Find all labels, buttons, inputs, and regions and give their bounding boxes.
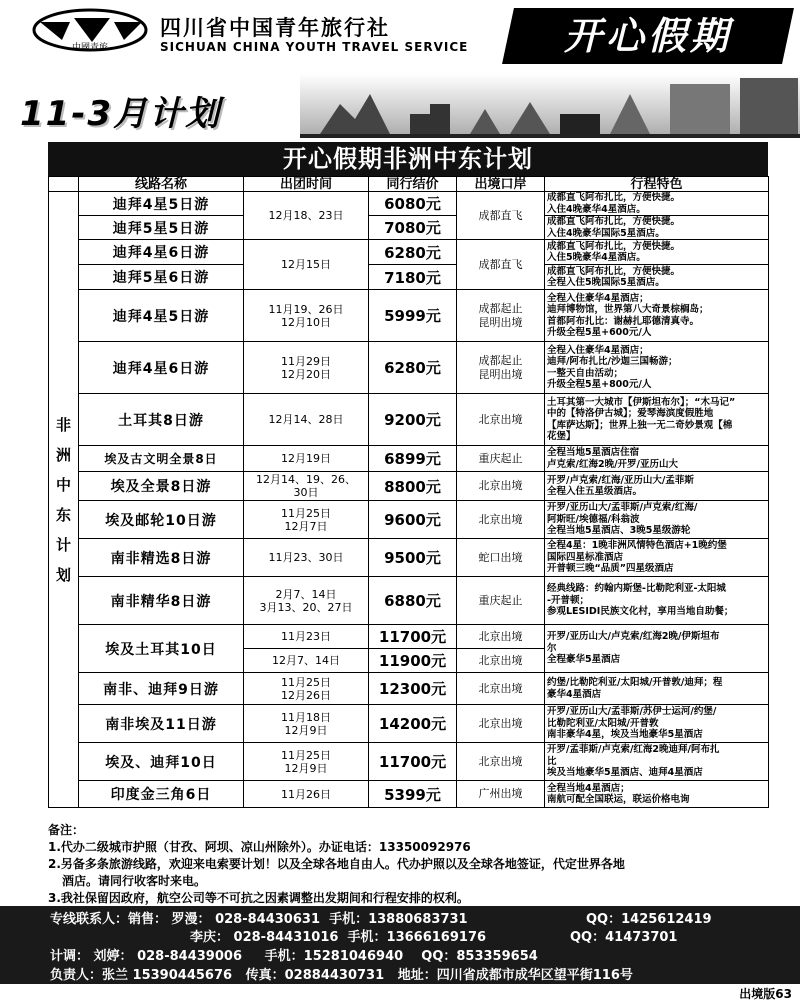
route-name: 埃及古文明全景8日 — [79, 446, 244, 472]
route-name: 迪拜5星5日游 — [79, 216, 244, 240]
features: 成都直飞阿布扎比，方便快捷。 入住4晚豪华国际5星酒店。 — [545, 216, 769, 240]
note-item: 酒店。请同行收客时来电。 — [62, 874, 207, 888]
table-row — [49, 539, 769, 577]
logo-text: 中國青旅 — [71, 43, 109, 53]
departure-port: 重庆起止 — [457, 577, 545, 625]
departure-port: 北京出境 — [457, 673, 545, 705]
table-row — [49, 216, 769, 240]
table-row — [49, 342, 769, 394]
price: 5999元 — [369, 290, 457, 342]
departure-dates: 11月19、26日 12月10日 — [244, 290, 369, 342]
features: 约堡/比勒陀利亚/太阳城/开普敦/迪拜；程 豪华4星酒店 — [545, 673, 769, 705]
departure-dates: 12月7、14日 — [244, 649, 369, 673]
route-name: 土耳其8日游 — [79, 394, 244, 446]
route-name: 印度金三角6日 — [79, 781, 244, 808]
features: 开罗/孟菲斯/卢克索/红海2晚迪拜/阿布扎 比 埃及当地豪华5星酒店、迪拜4星酒店 — [545, 743, 769, 781]
col-route: 线路名称 — [79, 177, 244, 192]
price: 9500元 — [369, 539, 457, 577]
header — [0, 0, 800, 68]
price: 11700元 — [369, 625, 457, 649]
features: 土耳其第一大城市【伊斯坦布尔】；“木马记” 中的【特洛伊古城】；爱琴海滨度假胜地 【库萨达斯】；世界上独一无二奇妙景观【棉 花堡】 — [545, 394, 769, 446]
notes — [48, 822, 768, 907]
departure-port: 重庆起止 — [457, 446, 545, 472]
departure-port: 广州出境 — [457, 781, 545, 808]
table-row — [49, 472, 769, 501]
departure-dates: 12月19日 — [244, 446, 369, 472]
features: 开罗/卢克索/红海/亚历山大/孟菲斯 全程入住五星级酒店。 — [545, 472, 769, 501]
table-row — [49, 240, 769, 265]
price: 7080元 — [369, 216, 457, 240]
departure-port: 北京出境 — [457, 649, 545, 673]
departure-port: 北京出境 — [457, 625, 545, 649]
features: 开罗/亚历山大/孟菲斯/卢克索/红海/ 阿斯旺/埃德福/科翁波 全程当地5星酒店、3晚5星级游轮 — [545, 501, 769, 539]
departure-dates: 12月14、19、26、 30日 — [244, 472, 369, 501]
price: 6880元 — [369, 577, 457, 625]
contact-line-4: 负责人：张兰 15390445676 传真：02884430731 地址：四川省成都市成华区望平街116号 — [50, 968, 633, 983]
departure-port: 北京出境 — [457, 394, 545, 446]
contact-bar — [0, 906, 800, 984]
departure-port: 成都直飞 — [457, 192, 545, 240]
contact-line-2: 李庆： 028-84431016 手机：13666169176 — [190, 930, 487, 945]
departure-port: 成都起止 昆明出境 — [457, 290, 545, 342]
departure-port: 北京出境 — [457, 705, 545, 743]
departure-port: 北京出境 — [457, 743, 545, 781]
col-dates: 出团时间 — [244, 177, 369, 192]
route-name: 南非精选8日游 — [79, 539, 244, 577]
price: 6080元 — [369, 192, 457, 216]
price: 6280元 — [369, 342, 457, 394]
route-name: 埃及、迪拜10日 — [79, 743, 244, 781]
table-header-row — [49, 177, 769, 192]
route-name: 迪拜4星6日游 — [79, 342, 244, 394]
departure-port: 北京出境 — [457, 501, 545, 539]
departure-port: 成都直飞 — [457, 240, 545, 290]
features: 成都直飞阿布扎比，方便快捷。 入住5晚豪华4星酒店。 — [545, 240, 769, 265]
price: 9600元 — [369, 501, 457, 539]
price: 5399元 — [369, 781, 457, 808]
departure-dates: 11月26日 — [244, 781, 369, 808]
departure-dates: 11月23、30日 — [244, 539, 369, 577]
contact-line-3: 计调： 刘婷： 028-84439006 手机：15281046940 QQ：853359654 — [50, 949, 538, 964]
route-name: 埃及邮轮10日游 — [79, 501, 244, 539]
departure-dates: 12月15日 — [244, 240, 369, 290]
table-row — [49, 265, 769, 290]
price: 8800元 — [369, 472, 457, 501]
features: 成都直飞阿布扎比，方便快捷。 全程入住5晚国际5星酒店。 — [545, 265, 769, 290]
table-row — [49, 446, 769, 472]
departure-dates: 2月7、14日 3月13、20、27日 — [244, 577, 369, 625]
route-name: 迪拜4星6日游 — [79, 240, 244, 265]
notes-title: 备注： — [48, 823, 85, 837]
features: 全程入住豪华4星酒店； 迪拜/阿布扎比/沙迦三国畅游； 一整天自由活动； 升级全程5星+800元/人 — [545, 342, 769, 394]
departure-dates: 11月25日 12月7日 — [244, 501, 369, 539]
features: 经典线路：约翰内斯堡-比勒陀利亚-太阳城 -开普顿； 参观LESIDI民族文化村，享用当地自助餐； — [545, 577, 769, 625]
side-label: 非 洲 中 东 计 划 — [49, 192, 79, 808]
company-name-cn: 四川省中国青年旅行社 — [160, 16, 390, 40]
route-name: 迪拜4星5日游 — [79, 290, 244, 342]
table-row — [49, 673, 769, 705]
price: 6280元 — [369, 240, 457, 265]
departure-dates: 12月18、23日 — [244, 192, 369, 240]
contact-line-1: 专线联系人：销售： 罗漫： 028-84430631 手机：13880683731 — [50, 912, 468, 927]
col-features: 行程特色 — [545, 177, 769, 192]
departure-dates: 11月23日 — [244, 625, 369, 649]
departure-dates: 11月18日 12月9日 — [244, 705, 369, 743]
note-item: 3.我社保留因政府，航空公司等不可抗之因素调整出发期间和行程安排的权利。 — [48, 891, 469, 905]
route-name: 埃及土耳其10日 — [79, 625, 244, 673]
cyts-logo-icon — [30, 6, 150, 54]
departure-dates: 11月25日 12月26日 — [244, 673, 369, 705]
page-footer: 出境版63 — [739, 987, 792, 1000]
table-row — [49, 192, 769, 216]
departure-dates: 11月29日 12月20日 — [244, 342, 369, 394]
route-name: 南非、迪拜9日游 — [79, 673, 244, 705]
price: 9200元 — [369, 394, 457, 446]
table-row — [49, 501, 769, 539]
price: 11700元 — [369, 743, 457, 781]
table-row — [49, 781, 769, 808]
features: 成都直飞阿布扎比，方便快捷。 入住4晚豪华4星酒店。 — [545, 192, 769, 216]
table-title: 开心假期非洲中东计划 — [48, 142, 768, 176]
route-name: 南非埃及11日游 — [79, 705, 244, 743]
table-row — [49, 625, 769, 649]
route-name: 南非精华8日游 — [79, 577, 244, 625]
brand-title: 开心假期 — [502, 8, 794, 64]
table-row — [49, 394, 769, 446]
contact-line-1-qq: QQ：1425612419 — [586, 912, 712, 927]
price: 6899元 — [369, 446, 457, 472]
company-name-en: SICHUAN CHINA YOUTH TRAVEL SERVICE — [160, 40, 469, 54]
landmark-photos — [300, 74, 800, 138]
col-port: 出境口岸 — [457, 177, 545, 192]
table-row — [49, 290, 769, 342]
col-price: 同行结价 — [369, 177, 457, 192]
route-name: 埃及全景8日游 — [79, 472, 244, 501]
price: 12300元 — [369, 673, 457, 705]
departure-dates: 12月14、28日 — [244, 394, 369, 446]
table-row — [49, 705, 769, 743]
departure-port: 成都起止 昆明出境 — [457, 342, 545, 394]
price: 14200元 — [369, 705, 457, 743]
price: 7180元 — [369, 265, 457, 290]
departure-dates: 11月25日 12月9日 — [244, 743, 369, 781]
features: 全程当地5星酒店住宿 卢克索/红海2晚/开罗/亚历山大 — [545, 446, 769, 472]
note-item: 1.代办二级城市护照（甘孜、阿坝、凉山州除外）。办证电话：13350092976 — [48, 840, 471, 854]
note-item: 2.另备多条旅游线路，欢迎来电索要计划！以及全球各地自由人。代办护照以及全球各地签证，代定世界各地 — [48, 857, 625, 871]
features: 开罗/亚历山大/孟菲斯/苏伊士运河/约堡/ 比勒陀利亚/太阳城/开普敦 南非豪华4星，埃及当地豪华5星酒店 — [545, 705, 769, 743]
features: 全程4星：1晚非洲风情特色酒店+1晚约堡 国际四星标准酒店 开普顿三晚“品质”四星级酒店 — [545, 539, 769, 577]
itinerary-table — [48, 176, 769, 808]
plan-label: 11-3月计划 — [20, 94, 222, 134]
table-row — [49, 743, 769, 781]
departure-port: 蛇口出境 — [457, 539, 545, 577]
price: 11900元 — [369, 649, 457, 673]
contact-line-2-qq: QQ：41473701 — [570, 930, 678, 945]
route-name: 迪拜5星6日游 — [79, 265, 244, 290]
features: 开罗/亚历山大/卢克索/红海2晚/伊斯坦布 尔 全程豪华5星酒店 — [545, 625, 769, 673]
features: 全程当地4星酒店； 南航可配全国联运，联运价格电询 — [545, 781, 769, 808]
features: 全程入住豪华4星酒店； 迪拜博物馆，世界第八大奇景棕榈岛； 首都阿布扎比：谢赫扎耶德清真寺。 升级全程5星+600元/人 — [545, 290, 769, 342]
departure-port: 北京出境 — [457, 472, 545, 501]
header-blank — [49, 177, 79, 192]
route-name: 迪拜4星5日游 — [79, 192, 244, 216]
table-row — [49, 577, 769, 625]
